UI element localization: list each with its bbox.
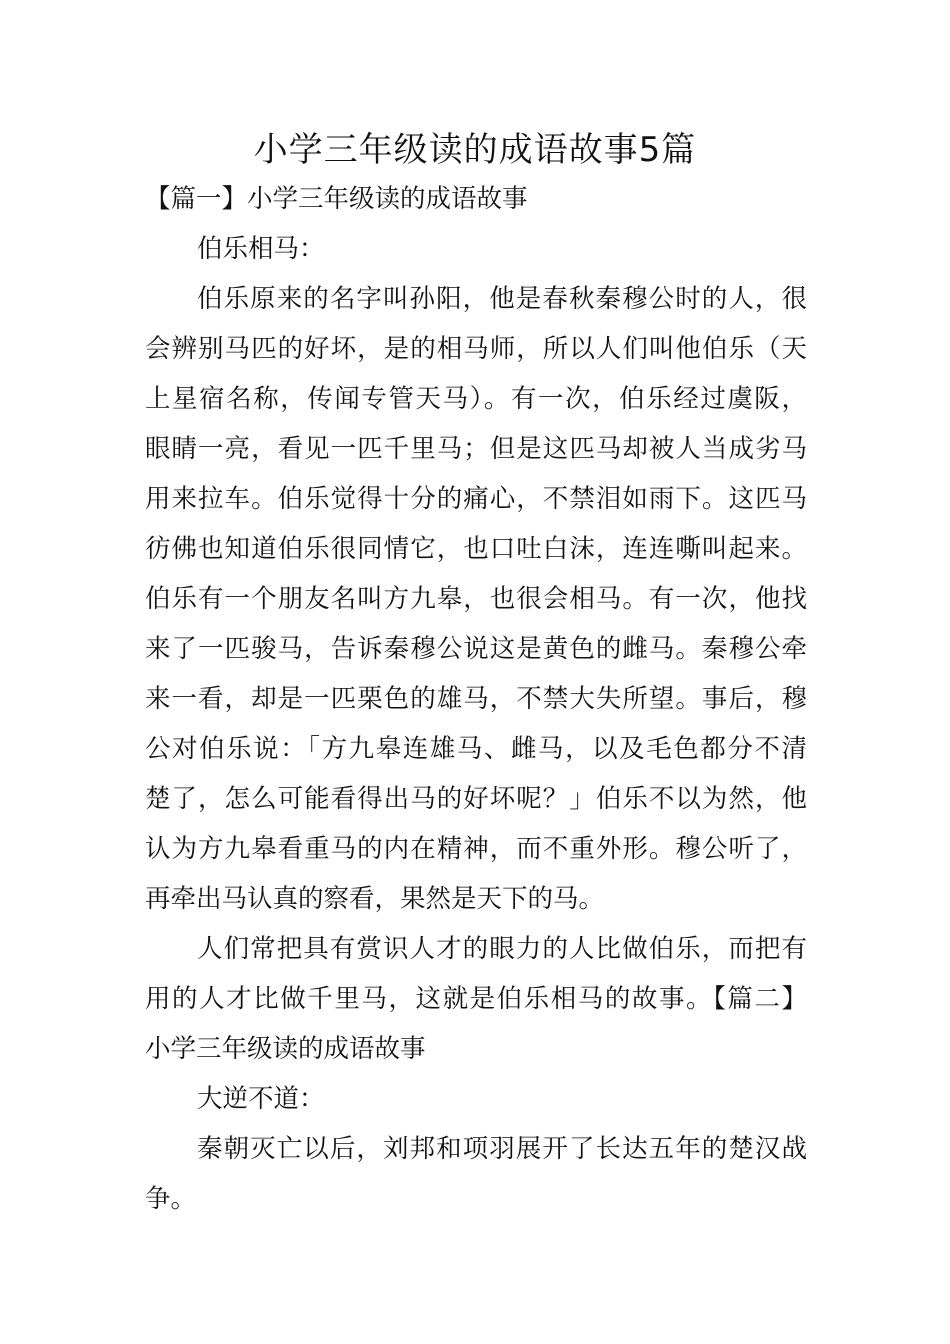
document-title: 小学三年级读的成语故事5篇: [253, 130, 697, 170]
paragraph-line: 眼睛一亮，看见一匹千里马；但是这匹马却被人当成劣马: [145, 434, 807, 464]
section-heading-2: 小学三年级读的成语故事: [145, 1034, 426, 1064]
section-heading-1: 【篇一】小学三年级读的成语故事: [145, 184, 528, 214]
paragraph-line: 争。: [145, 1184, 197, 1214]
story-title-1: 伯乐相马：: [197, 234, 325, 264]
paragraph-line: 彷佛也知道伯乐很同情它，也口吐白沫，连连嘶叫起来。: [145, 534, 807, 564]
paragraph-line: 楚了，怎么可能看得出马的好坏呢？」伯乐不以为然，他: [145, 784, 807, 814]
paragraph-line: 用来拉车。伯乐觉得十分的痛心，不禁泪如雨下。这匹马: [145, 484, 807, 514]
paragraph-line: 伯乐原来的名字叫孙阳，他是春秋秦穆公时的人，很: [197, 284, 807, 314]
paragraph-line: 人们常把具有赏识人才的眼力的人比做伯乐，而把有: [197, 934, 807, 964]
paragraph-line: 秦朝灭亡以后，刘邦和项羽展开了长达五年的楚汉战: [197, 1134, 807, 1164]
paragraph-line: 认为方九皋看重马的内在精神，而不重外形。穆公听了，: [145, 834, 807, 864]
paragraph-line: 来一看，却是一匹栗色的雄马，不禁大失所望。事后，穆: [145, 684, 807, 714]
paragraph-line: 用的人才比做千里马，这就是伯乐相马的故事。【篇二】: [145, 984, 807, 1014]
paragraph-line: 上星宿名称，传闻专管天马）。有一次，伯乐经过虞阪，: [145, 384, 807, 414]
paragraph-line: 伯乐有一个朋友名叫方九皋，也很会相马。有一次，他找: [145, 584, 807, 614]
paragraph-line: 公对伯乐说：「方九皋连雄马、雌马，以及毛色都分不清: [145, 734, 807, 764]
paragraph-line: 再牵出马认真的察看，果然是天下的马。: [145, 884, 605, 914]
story-title-2: 大逆不道：: [197, 1084, 325, 1114]
paragraph-line: 来了一匹骏马，告诉秦穆公说这是黄色的雌马。秦穆公牵: [145, 634, 807, 664]
paragraph-line: 会辨别马匹的好坏，是的相马师，所以人们叫他伯乐（天: [145, 334, 807, 364]
